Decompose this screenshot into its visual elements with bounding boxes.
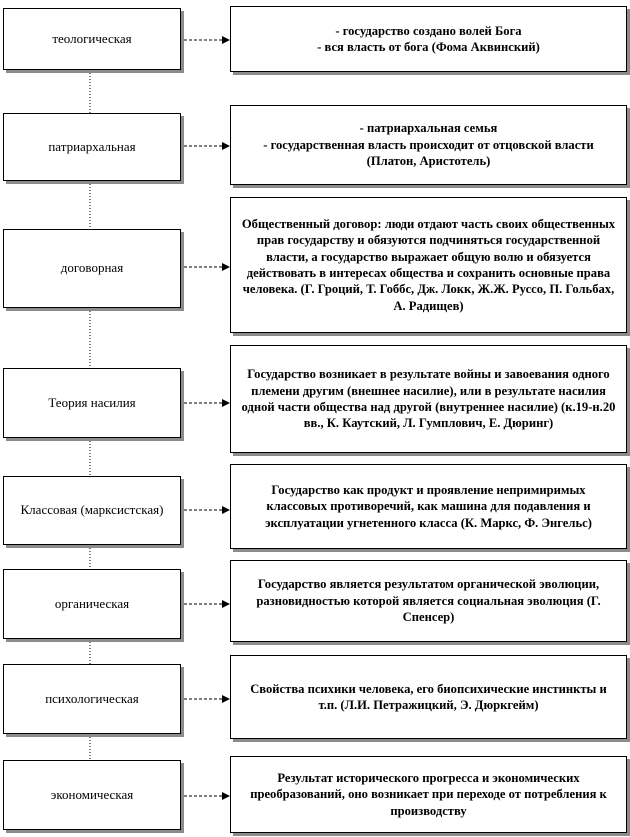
theory-description: Результат исторического прогресса и экономических преобразований, оно возникает при переходе от потребления к производству xyxy=(250,770,607,818)
theory-description-box xyxy=(230,560,627,642)
theory-name-box xyxy=(3,368,181,438)
theory-description: Государство возникает в результате войны и завоевания одного племени другим (внешнее насилие), или в результате насилия одной части общества над другой (внутреннее насилие) (к.19-н.20 вв., К. Каутский, Л. Гумплович, Е. Дюринг) xyxy=(241,367,616,431)
theory-description-box xyxy=(230,655,627,739)
theory-name: психологическая xyxy=(45,690,139,706)
theory-description-box xyxy=(230,105,627,185)
theory-description: - государство создано волей Бога - вся власть от бога (Фома Аквинский) xyxy=(317,23,540,54)
theory-name-box xyxy=(3,113,181,181)
theory-name-box xyxy=(3,476,181,545)
theory-description: Свойства психики человека, его биопсихические инстинкты и т.п. (Л.И. Петражицкий, Э. Дюркгейм) xyxy=(250,681,607,712)
theory-name: органическая xyxy=(54,595,130,611)
theory-description: - патриархальная семья - государственная власть происходит от отцовской власти (Платон, Аристотель) xyxy=(263,121,594,169)
theory-name: экономическая xyxy=(50,786,134,802)
theory-description-box xyxy=(230,197,627,333)
theory-name: Теория насилия xyxy=(48,394,136,410)
theory-name-box xyxy=(3,569,181,639)
theory-description: Государство является результатом органической эволюции, разновидностью которой является социальная эволюция (Г. Спенсер) xyxy=(256,577,601,625)
theory-description-box xyxy=(230,6,627,72)
theory-name-box xyxy=(3,8,181,70)
theory-description-box xyxy=(230,464,627,549)
theory-name: теологическая xyxy=(52,30,132,46)
theory-name: договорная xyxy=(60,260,124,276)
theory-name-box xyxy=(3,229,181,308)
theory-name-box xyxy=(3,664,181,734)
theory-description-box xyxy=(230,756,627,833)
theory-description-box xyxy=(230,345,627,453)
theory-description: Общественный договор: люди отдают часть своих общественных прав государству и обязуются подчиняться государственной власти, а государство выражает общую волю и обязуется действовать в интересах общества и сохранить основные права человека. (Г. Гроций, Т. Гоббс, Дж. Локк, Ж.Ж. Руссо, П. Гольбах, А. Радищев) xyxy=(241,216,616,313)
theory-name-box xyxy=(3,760,181,830)
theory-name: патриархальная xyxy=(48,138,136,154)
theory-name: Классовая (марксистская) xyxy=(20,502,164,518)
theory-description: Государство как продукт и проявление непримиримых классовых противоречий, как машина для подавления и эксплуатации угнетенного класса (К. Маркс, Ф. Энгельс) xyxy=(265,482,592,530)
